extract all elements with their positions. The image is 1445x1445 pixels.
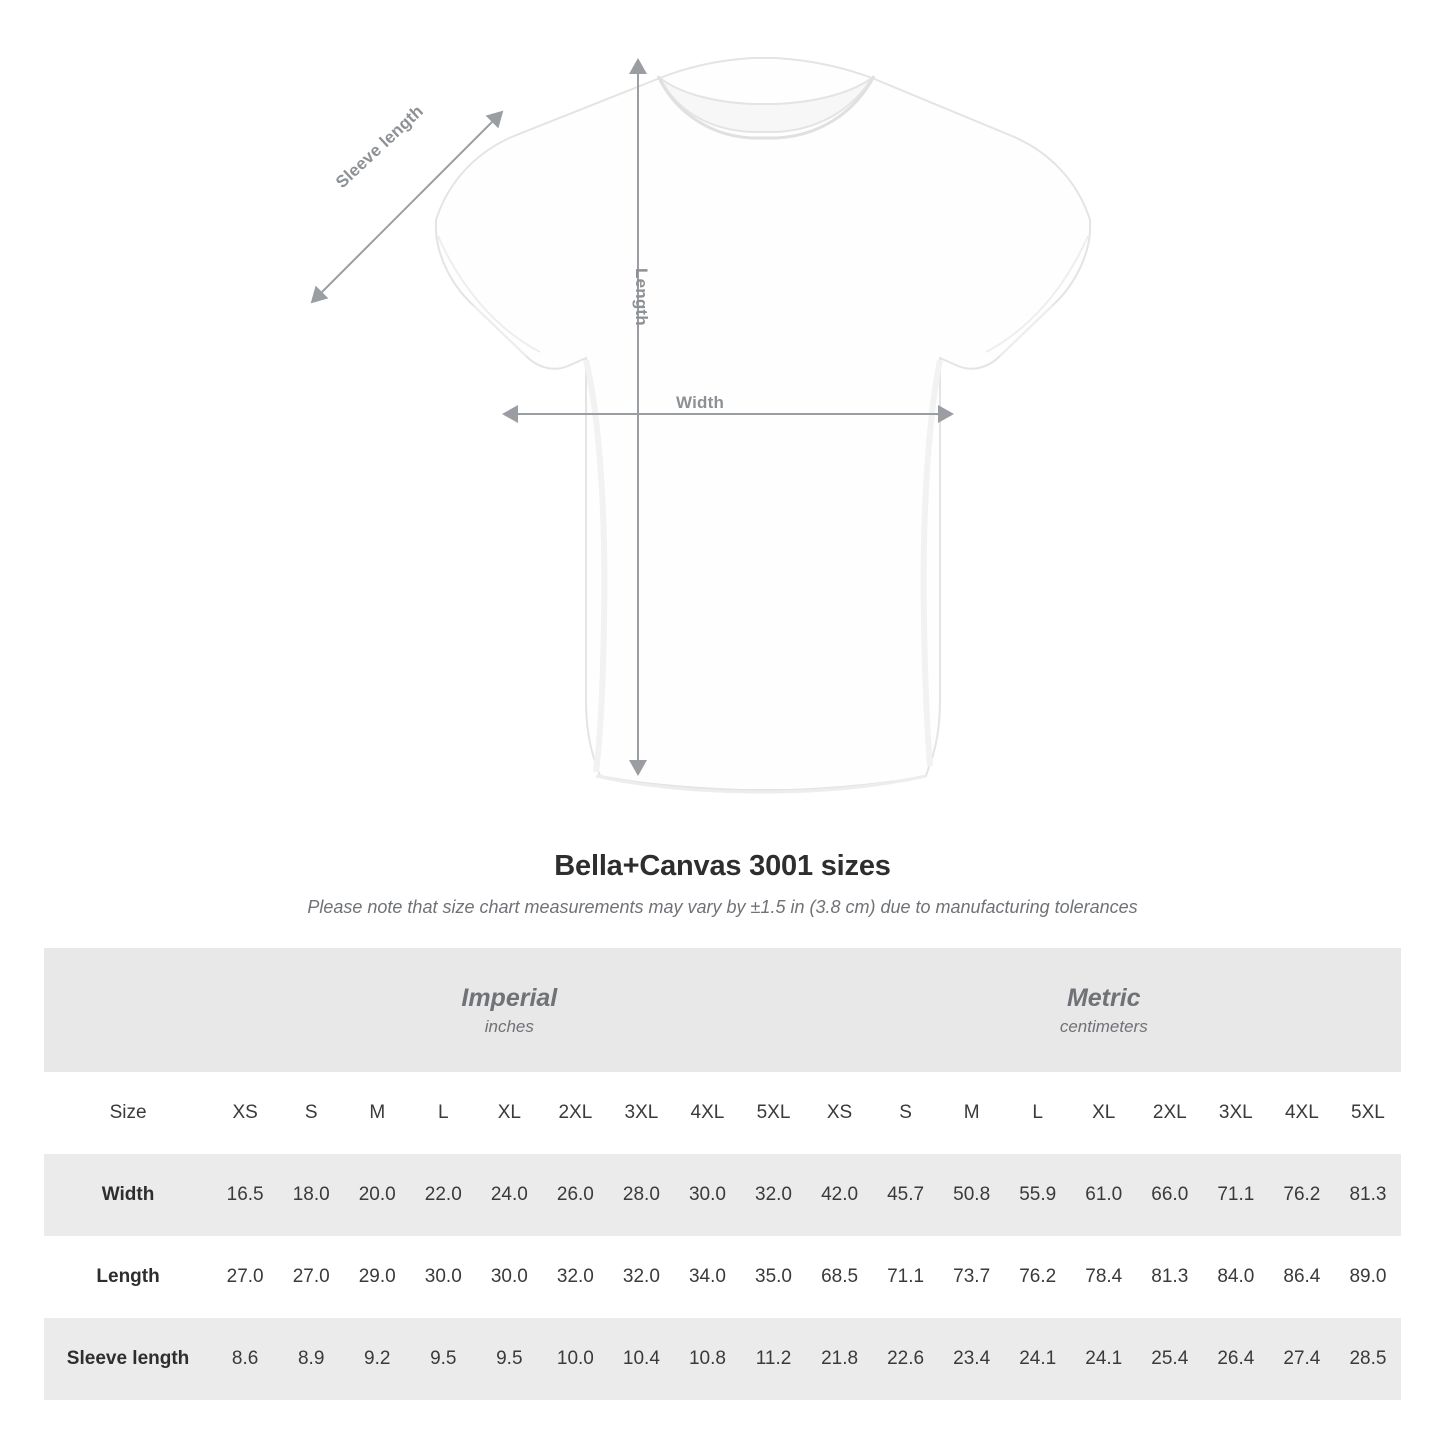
row-label-width: Width [101, 1184, 155, 1205]
cell: 11.2 [755, 1348, 792, 1369]
size-header-cell: M [369, 1102, 386, 1123]
sleeve-length-dimension-label: Sleeve length [332, 101, 428, 192]
unit-header-row [44, 948, 1401, 1072]
cell: 86.4 [1283, 1266, 1321, 1287]
length-dimension-label: Length [632, 268, 651, 326]
cell: 23.4 [953, 1348, 991, 1369]
cell: 45.7 [887, 1184, 925, 1205]
cell: 8.9 [297, 1348, 325, 1369]
cell: 34.0 [688, 1266, 726, 1287]
cell: 81.3 [1349, 1184, 1387, 1205]
cell: 16.5 [226, 1184, 264, 1205]
cell: 42.0 [821, 1184, 859, 1205]
cell: 27.4 [1283, 1348, 1321, 1369]
cell: 9.5 [430, 1348, 457, 1369]
cell: 10.4 [622, 1348, 660, 1369]
cell: 76.2 [1283, 1184, 1321, 1205]
cell: 9.2 [364, 1348, 391, 1369]
unit-header-imperial [212, 948, 806, 1072]
cell: 26.4 [1217, 1348, 1255, 1369]
table-row [44, 1236, 1401, 1318]
size-header-cell: S [304, 1102, 318, 1123]
cell: 10.8 [688, 1348, 726, 1369]
size-header-cell: XS [232, 1102, 258, 1123]
size-header-row [44, 1072, 1401, 1154]
cell: 24.0 [490, 1184, 528, 1205]
size-header-cell: XL [497, 1102, 521, 1123]
size-header-cell: 3XL [624, 1102, 659, 1123]
cell: 21.8 [821, 1348, 859, 1369]
cell: 27.0 [226, 1266, 264, 1287]
cell: 61.0 [1085, 1184, 1123, 1205]
size-header-cell: 4XL [1284, 1102, 1319, 1123]
size-header-cell: XL [1092, 1102, 1116, 1123]
cell: 78.4 [1085, 1266, 1123, 1287]
cell: 89.0 [1349, 1266, 1387, 1287]
cell: 29.0 [358, 1266, 396, 1287]
size-table [44, 948, 1401, 1400]
size-header-cell: L [437, 1102, 449, 1123]
cell: 35.0 [755, 1266, 792, 1287]
row-label-sleeve-length: Sleeve length [66, 1348, 190, 1369]
size-header-cell: 3XL [1218, 1102, 1253, 1123]
cell: 24.1 [1085, 1348, 1123, 1369]
unit-system-imperial: Imperial [461, 983, 558, 1012]
cell: 30.0 [490, 1266, 528, 1287]
cell: 71.1 [1217, 1184, 1255, 1205]
unit-name-centimeters: centimeters [1059, 1017, 1148, 1037]
cell: 26.0 [556, 1184, 594, 1205]
size-header-cell: 5XL [1351, 1102, 1385, 1123]
row-label-length: Length [96, 1266, 160, 1287]
cell: 28.0 [622, 1184, 660, 1205]
cell: 66.0 [1151, 1184, 1189, 1205]
size-header-cell: 5XL [756, 1102, 791, 1123]
cell: 73.7 [953, 1266, 991, 1287]
cell: 32.0 [556, 1266, 594, 1287]
cell: 27.0 [292, 1266, 330, 1287]
cell: 84.0 [1217, 1266, 1255, 1287]
size-header-cell: 4XL [690, 1102, 725, 1123]
cell: 81.3 [1151, 1266, 1189, 1287]
size-header-cell: L [1032, 1102, 1043, 1123]
cell: 20.0 [358, 1184, 396, 1205]
unit-header-spacer [44, 948, 212, 1072]
size-header-label: Size [109, 1102, 147, 1123]
table-row [44, 1154, 1401, 1236]
size-header-cell: XS [826, 1102, 853, 1123]
cell: 30.0 [688, 1184, 726, 1205]
cell: 28.5 [1349, 1348, 1387, 1369]
size-header-cell: S [899, 1102, 912, 1123]
title-block [0, 850, 1445, 918]
table-row [44, 1318, 1401, 1400]
cell: 50.8 [953, 1184, 991, 1205]
cell: 76.2 [1019, 1266, 1057, 1287]
size-header-cell: 2XL [558, 1102, 593, 1123]
width-dimension-label: Width [676, 393, 725, 412]
cell: 68.5 [821, 1266, 859, 1287]
size-header-cell: 2XL [1152, 1102, 1187, 1123]
cell: 30.0 [424, 1266, 462, 1287]
cell: 22.0 [424, 1184, 462, 1205]
cell: 8.6 [231, 1348, 259, 1369]
size-table-wrapper [44, 948, 1401, 1400]
unit-name-inches: inches [484, 1017, 534, 1037]
cell: 22.6 [887, 1348, 925, 1369]
cell: 18.0 [292, 1184, 330, 1205]
cell: 32.0 [755, 1184, 792, 1205]
page-title: Bella+Canvas 3001 sizes [554, 850, 891, 882]
cell: 24.1 [1019, 1348, 1057, 1369]
cell: 9.5 [496, 1348, 523, 1369]
cell: 71.1 [887, 1266, 925, 1287]
unit-system-metric: Metric [1066, 983, 1141, 1012]
cell: 25.4 [1151, 1348, 1189, 1369]
size-header-cell: M [963, 1102, 980, 1123]
cell: 32.0 [622, 1266, 660, 1287]
cell: 55.9 [1019, 1184, 1057, 1205]
unit-header-metric [807, 948, 1401, 1072]
tolerance-note: Please note that size chart measurements may vary by ±1.5 in (3.8 cm) due to manufacturing tolerances [307, 897, 1138, 917]
cell: 10.0 [556, 1348, 594, 1369]
